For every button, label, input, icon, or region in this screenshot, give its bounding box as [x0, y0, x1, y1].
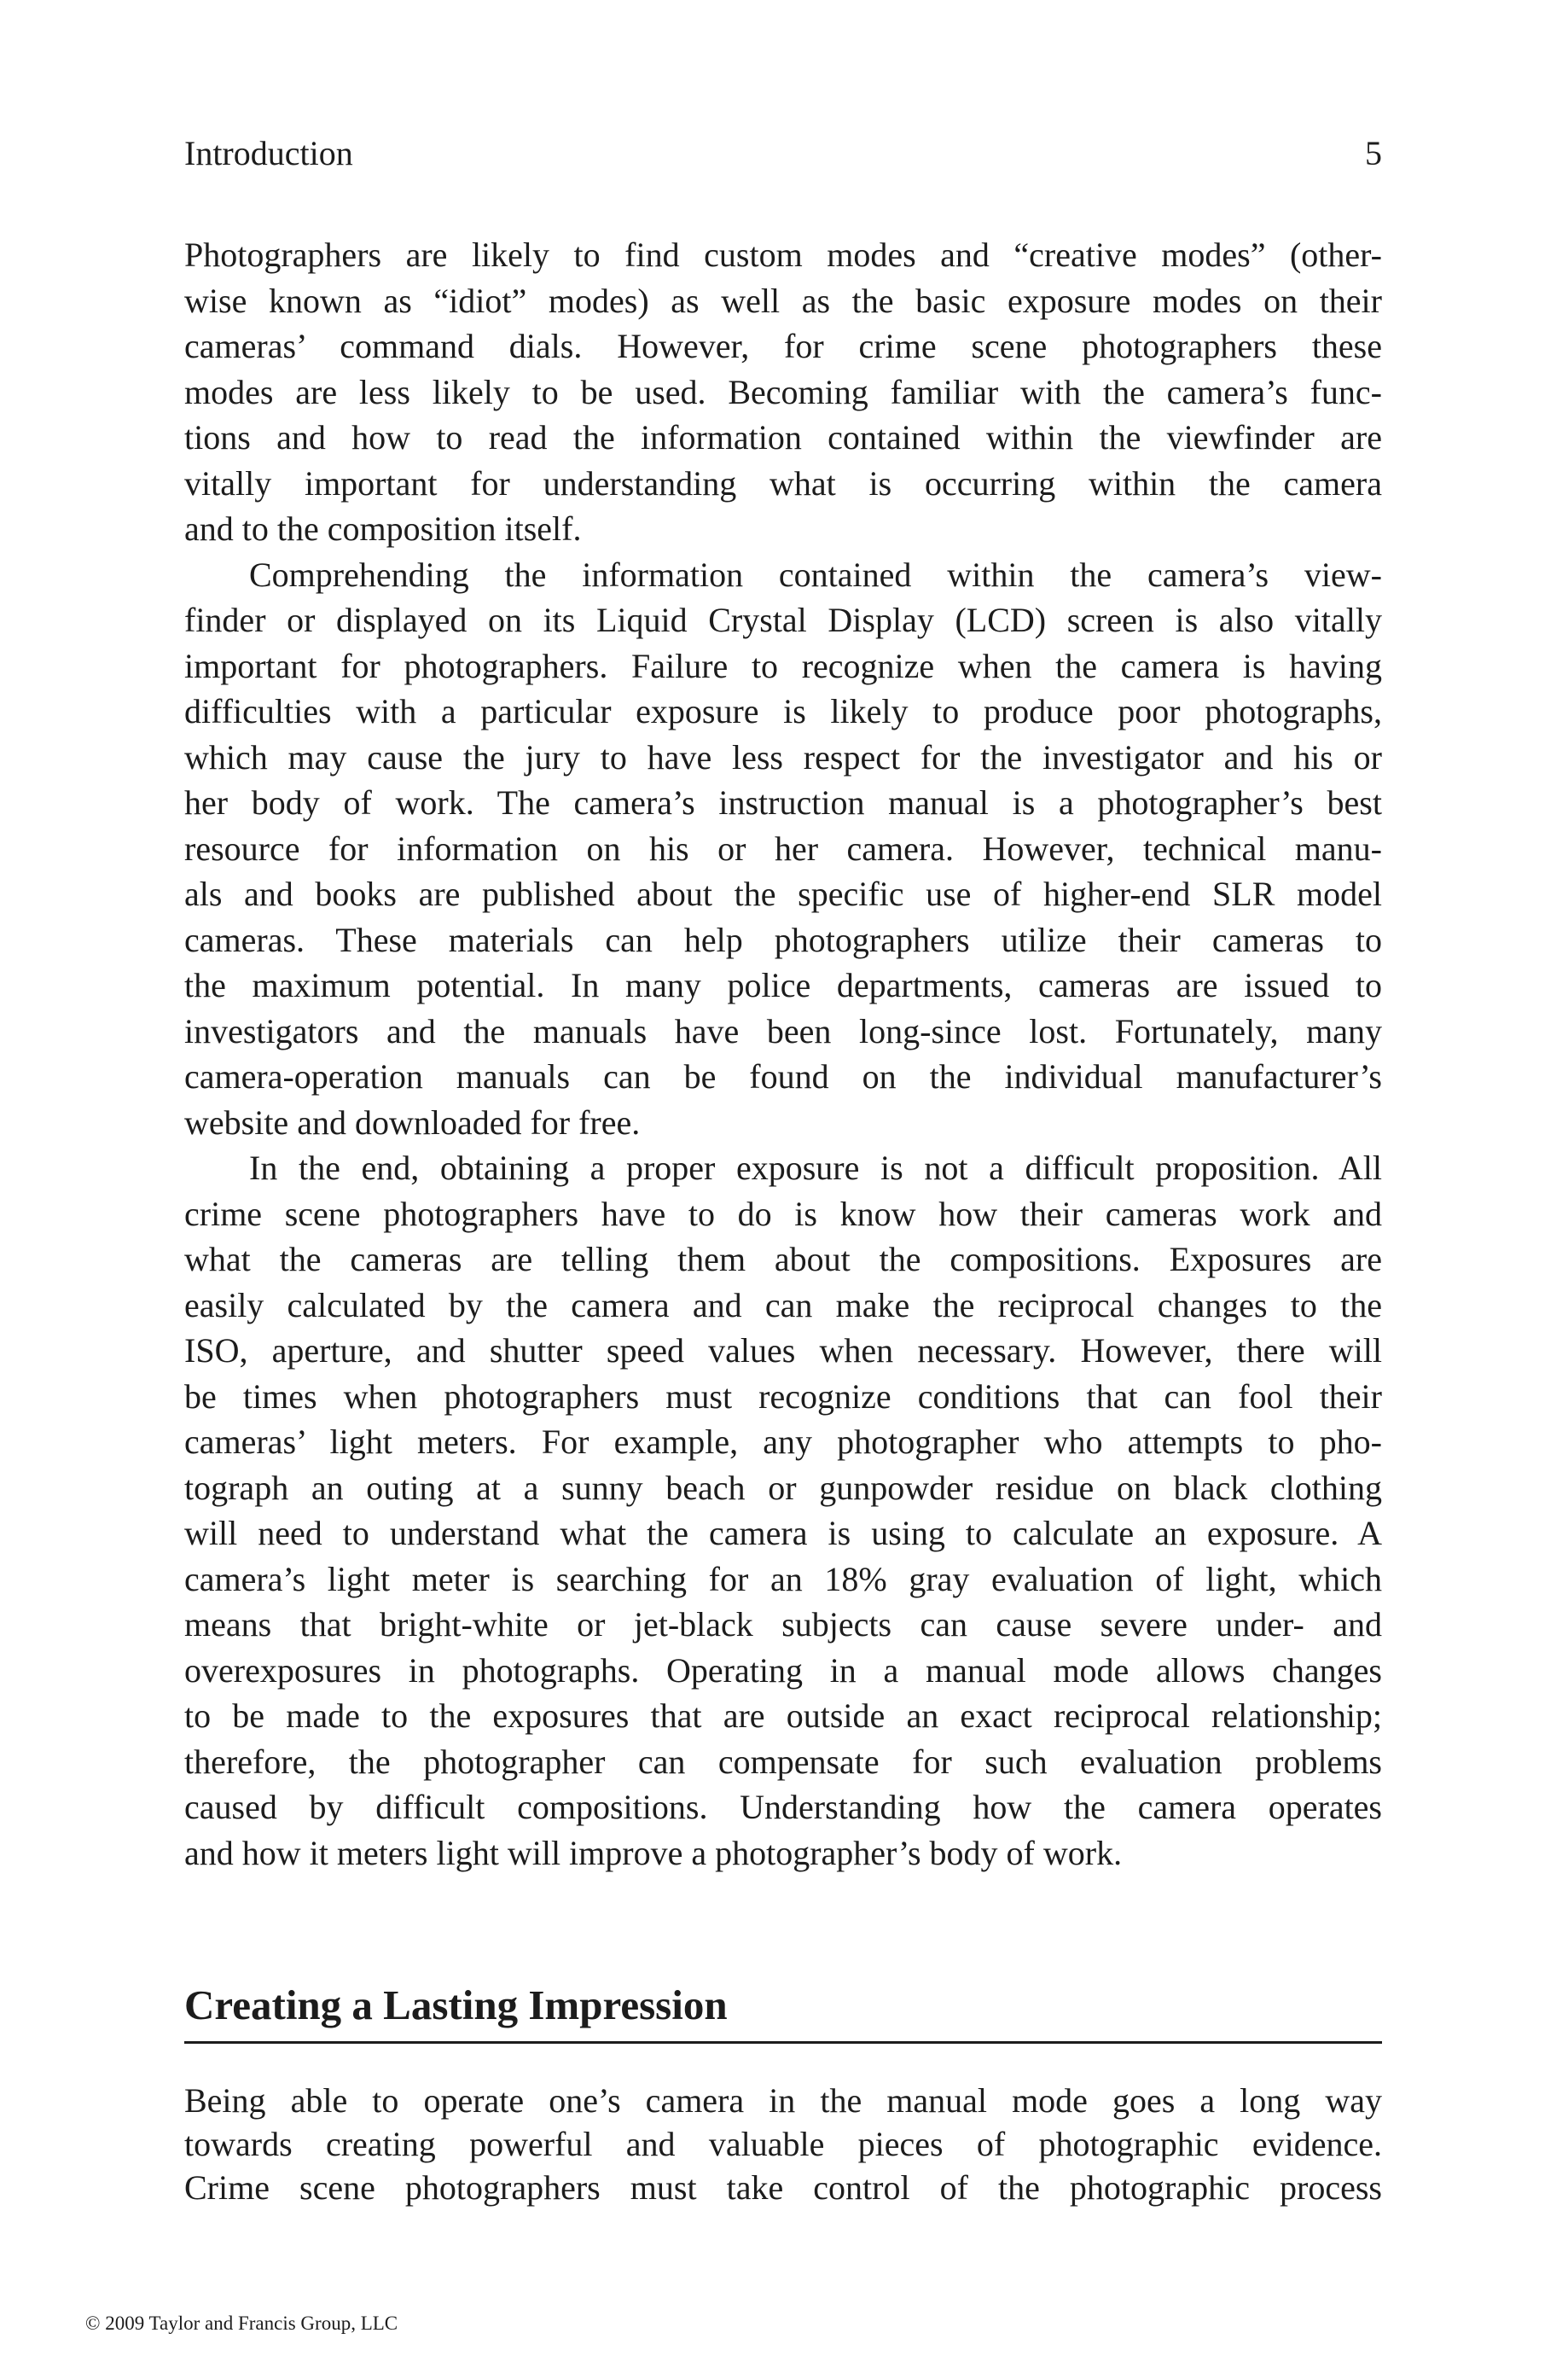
paragraph-2-line: als and books are published about the specific use of higher-end SLR model [184, 875, 1382, 913]
paragraph-3-line: easily calculated by the camera and can make the reciprocal changes to the [184, 1285, 1382, 1324]
paragraph-1-line: and to the composition itself. [184, 509, 582, 548]
paragraph-1-line: cameras’ command dials. However, for crime scene photographers these [184, 327, 1382, 365]
paragraph-1-line: modes are less likely to be used. Becoming familiar with the camera’s func- [184, 372, 1382, 411]
paragraph-1-line: tions and how to read the information contained within the viewfinder are [184, 418, 1382, 457]
paragraph-3-line: what the cameras are telling them about the compositions. Exposures are [184, 1240, 1382, 1278]
running-head [184, 128, 1382, 179]
page-number: 5 [1365, 134, 1382, 172]
paragraph-2-line: camera-operation manuals can be found on the individual manufacturer’s [184, 1057, 1382, 1096]
section-heading: Creating a Lasting Impression [184, 1978, 1382, 2044]
paragraph-3-line: be times when photographers must recognize conditions that can fool their [184, 1376, 1382, 1416]
section-text [184, 2079, 1382, 2209]
paragraph-2-line: her body of work. The camera’s instruction manual is a photographer’s best [184, 783, 1382, 822]
section-paragraph-line: Crime scene photographers must take control of the photographic process [184, 2168, 1382, 2207]
copyright-notice: © 2009 Taylor and Francis Group, LLC [85, 2313, 398, 2334]
paragraph-3-line: to be made to the exposures that are outside an exact reciprocal relationship; [184, 1696, 1382, 1735]
paragraph-1-line: Photographers are likely to find custom modes and “creative modes” (other- [184, 236, 1382, 274]
paragraph-2-line: cameras. These materials can help photographers utilize their cameras to [184, 920, 1382, 959]
paragraph-2-line: difficulties with a particular exposure is likely to produce poor photographs, [184, 692, 1382, 730]
paragraph-2-line: investigators and the manuals have been long-since lost. Fortunately, many [184, 1011, 1382, 1050]
paragraph-3-line: crime scene photographers have to do is know how their cameras work and [184, 1194, 1382, 1233]
paragraph-2-line: website and downloaded for free. [184, 1103, 641, 1142]
paragraph-3-line: In the end, obtaining a proper exposure is not a difficult proposition. All [249, 1149, 1382, 1187]
section-heading-block [184, 1978, 1382, 2044]
paragraph-3-line: camera’s light meter is searching for an 18% gray evaluation of light, which [184, 1559, 1382, 1598]
paragraph-3-line: tograph an outing at a sunny beach or gunpowder residue on black clothing [184, 1468, 1382, 1507]
paragraph-2-line: finder or displayed on its Liquid Crystal Display (LCD) screen is also vitally [184, 601, 1382, 639]
section-paragraph-line: Being able to operate one’s camera in the manual mode goes a long way [184, 2081, 1382, 2120]
paragraph-2-line: the maximum potential. In many police departments, cameras are issued to [184, 966, 1382, 1004]
paragraph-3-line: cameras’ light meters. For example, any photographer who attempts to pho- [184, 1423, 1382, 1461]
paragraph-2-line: Comprehending the information contained within the camera’s view- [249, 555, 1382, 594]
chapter-title: Introduction [184, 134, 353, 172]
paragraph-1-line: wise known as “idiot” modes) as well as the basic exposure modes on their [184, 281, 1382, 320]
paragraph-3-line: will need to understand what the camera is using to calculate an exposure. A [184, 1514, 1382, 1552]
paragraph-2-line: which may cause the jury to have less respect for the investigator and his or [184, 737, 1382, 777]
paragraph-3-line: therefore, the photographer can compensate for such evaluation problems [184, 1742, 1382, 1781]
paragraph-2-line: resource for information on his or her camera. However, technical manu- [184, 829, 1382, 868]
paragraph-3-line: caused by difficult compositions. Understanding how the camera operates [184, 1788, 1382, 1826]
paragraph-2-line: important for photographers. Failure to recognize when the camera is having [184, 646, 1382, 685]
paragraph-3-line: overexposures in photographs. Operating in a manual mode allows changes [184, 1650, 1382, 1690]
section-paragraph-line: towards creating powerful and valuable pieces of photographic evidence. [184, 2125, 1382, 2163]
paragraph-3-line: and how it meters light will improve a photographer’s body of work. [184, 1833, 1123, 1872]
paragraph-1-line: vitally important for understanding what is occurring within the camera [184, 463, 1382, 503]
paragraph-3-line: ISO, aperture, and shutter speed values when necessary. However, there will [184, 1331, 1382, 1370]
paragraph-3-line: means that bright-white or jet-black subjects can cause severe under- and [184, 1605, 1382, 1644]
body-text [184, 232, 1382, 1876]
